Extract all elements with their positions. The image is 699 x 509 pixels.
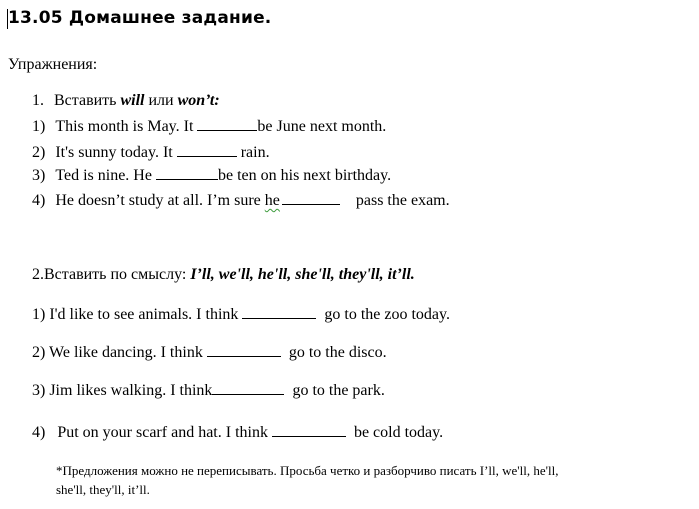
exercise-2-heading [32,266,415,284]
item-number: 3) [32,167,46,184]
footnote-line-1: *Предложения можно не переписывать. Просьба четко и разборчиво писать I’ll, we'll, he'll, [56,463,559,478]
item-text-before: Put on your scarf and hat. I think [57,424,272,441]
answer-blank [177,144,237,157]
item-text-after: rain. [236,144,270,161]
item-text-after: be cold today. [349,424,444,441]
answer-blank [282,192,340,205]
item-text-after: be June next month. [257,118,387,135]
footnote-line-2: she'll, they'll, it’ll. [56,482,150,497]
answer-blank [197,118,257,131]
item-text-after: go to the disco. [284,344,387,361]
exercise-2-item [32,306,450,324]
exercise-2-prefix: 2.Вставить по смыслу: [32,266,187,283]
item-word-he: he [264,192,280,209]
item-text-before: 1) I'd like to see animals. I think [32,306,243,323]
answer-blank [212,382,284,395]
item-text-before: This month is May. It [55,118,198,135]
exercise-1-prefix: Вставить [54,92,117,109]
item-text-before: He doesn’t study at all. I’m sure [55,192,265,209]
item-text-before: 2) We like dancing. I think [32,344,207,361]
word-or: или [148,92,174,109]
exercise-2-item [32,344,387,362]
word-will: will [120,92,145,109]
exercise-2-word-list: I’ll, we'll, he'll, she'll, they'll, it’ll. [190,266,415,283]
exercises-heading: Упражнения: [8,56,98,73]
exercise-1-item [32,167,391,185]
item-text-after: go to the park. [288,382,385,399]
exercise-1-item [32,118,386,136]
exercise-1-number: 1. [32,92,44,109]
item-text-before: Ted is nine. He [55,167,156,184]
item-text-before: It's sunny today. It [55,144,177,161]
item-text-after: pass the exam. [355,192,450,209]
item-number: 4) [32,424,46,441]
exercise-2-item [32,424,443,442]
exercise-2-item [32,382,385,400]
exercise-1-heading [32,92,220,110]
page-title: 13.05 Домашнее задание. [8,8,272,28]
word-wont: won’t: [177,92,220,109]
item-number: 1) [32,118,46,135]
item-text-before: 3) Jim likes walking. I think [32,382,213,399]
answer-blank [207,344,281,357]
answer-blank [242,306,316,319]
item-number: 2) [32,144,46,161]
answer-blank [156,167,218,180]
exercise-1-item [32,144,270,162]
item-text-after: be ten on his next birthday. [217,167,392,184]
item-number: 4) [32,192,46,209]
exercise-1-item [32,192,450,210]
answer-blank [272,424,346,437]
item-text-after: go to the zoo today. [320,306,450,323]
